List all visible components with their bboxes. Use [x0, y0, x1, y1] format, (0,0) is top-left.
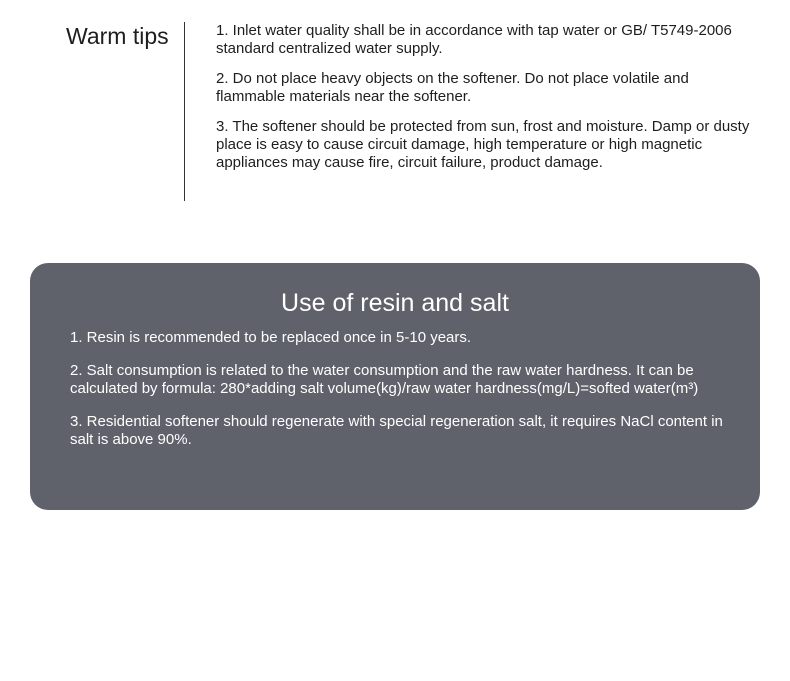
warm-tips-heading: Warm tips	[66, 23, 169, 49]
warm-tips-list	[216, 22, 756, 184]
warm-tip-item-1: 1. Inlet water quality shall be in accordance with tap water or GB/ T5749-2006 standard centralized water supply.	[216, 22, 732, 57]
resin-salt-item-2: 2. Salt consumption is related to the water consumption and the raw water hardness. It can be calculated by formula: 280*adding salt volume(kg)/raw water hardness(mg/L)=softed water(m³)	[70, 362, 699, 397]
warm-tip-item-3: 3. The softener should be protected from sun, frost and moisture. Damp or dusty place is easy to cause circuit damage, high temperature or high magnetic appliances may cause fire, circuit failure, product damage.	[216, 118, 750, 171]
resin-salt-list	[70, 329, 730, 464]
warm-tip-item-2: 2. Do not place heavy objects on the softener. Do not place volatile and flammable materials near the softener.	[216, 70, 689, 105]
resin-salt-panel	[30, 263, 760, 510]
resin-salt-title: Use of resin and salt	[281, 289, 509, 317]
resin-salt-item-3: 3. Residential softener should regenerate with special regeneration salt, it requires NaCl content in salt is above 90%.	[70, 413, 723, 448]
resin-salt-item-1: 1. Resin is recommended to be replaced once in 5-10 years.	[70, 329, 472, 346]
warm-tips-divider	[184, 22, 185, 201]
